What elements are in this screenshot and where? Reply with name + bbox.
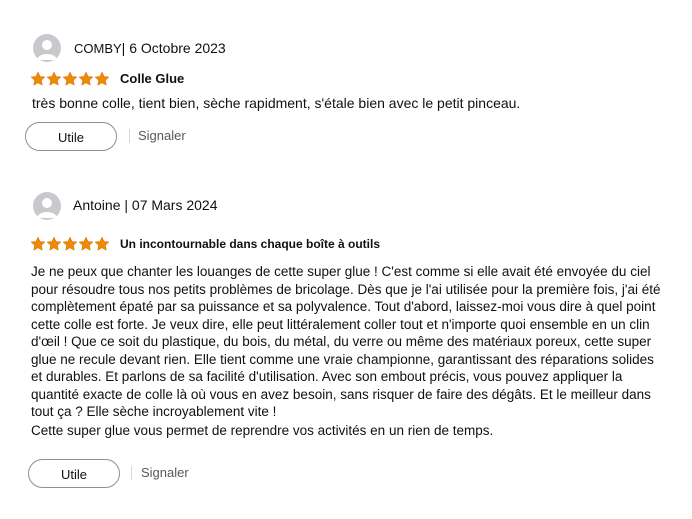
star-icon <box>94 71 110 87</box>
review-title[interactable]: Colle Glue <box>120 71 185 86</box>
star-icon <box>62 71 78 87</box>
review-body-extra: Cette super glue vous permet de reprendre vos activités en un rien de temps. <box>31 423 494 438</box>
user-avatar-icon <box>33 192 61 220</box>
report-link[interactable]: Signaler <box>138 128 186 143</box>
star-icon <box>46 236 62 252</box>
star-rating <box>30 71 110 87</box>
star-icon <box>94 236 110 252</box>
useful-button[interactable]: Utile <box>25 122 117 151</box>
star-icon <box>62 236 78 252</box>
divider <box>129 129 130 143</box>
review-date: | 6 Octobre 2023 <box>121 40 226 56</box>
user-avatar-icon <box>33 34 61 62</box>
star-icon <box>30 71 46 87</box>
divider <box>131 466 132 480</box>
review-date: | 07 Mars 2024 <box>124 197 218 213</box>
review-author: Antoine <box>73 197 121 213</box>
star-icon <box>78 236 94 252</box>
report-link[interactable]: Signaler <box>141 465 189 480</box>
star-icon <box>78 71 94 87</box>
star-rating <box>30 236 110 252</box>
review-body: très bonne colle, tient bien, sèche rapidment, s'étale bien avec le petit pinceau. <box>32 95 521 111</box>
review-author-line <box>74 40 226 56</box>
review-title[interactable]: Un incontournable dans chaque boîte à outils <box>120 237 381 251</box>
useful-button[interactable]: Utile <box>28 459 120 488</box>
star-icon <box>46 71 62 87</box>
review-body: Je ne peux que chanter les louanges de cette super glue ! C'est comme si elle avait été envoyée du ciel pour résoudre tous nos petits problèmes de bricolage. Dès que je l'ai utilisée pour la première fois, j'ai été complètement épaté par sa puissance et sa polyvalence. Tout d'abord, laissez-moi vous dire à quel point cette colle est forte. Je veux dire, elle peut littéralement coller tout et n'importe quoi ensemble en un clin d'œil ! Que ce soit du plastique, du bois, du métal, du verre ou même des matériaux poreux, cette super glue ne recule devant rien. Elle tient comme une vraie championne, garantissant des réparations solides et durables. Et parlons de sa facilité d'utilisation. Avec son embout précis, vous pouvez appliquer la quantité exacte de colle là où vous en avez besoin, sans risquer de faire des dégâts. Et le meilleur dans tout ça ? Elle sèche incroyablement vite ! <box>31 264 661 419</box>
review-author-line <box>73 197 218 213</box>
review-author: COMBY <box>74 41 122 56</box>
star-icon <box>30 236 46 252</box>
